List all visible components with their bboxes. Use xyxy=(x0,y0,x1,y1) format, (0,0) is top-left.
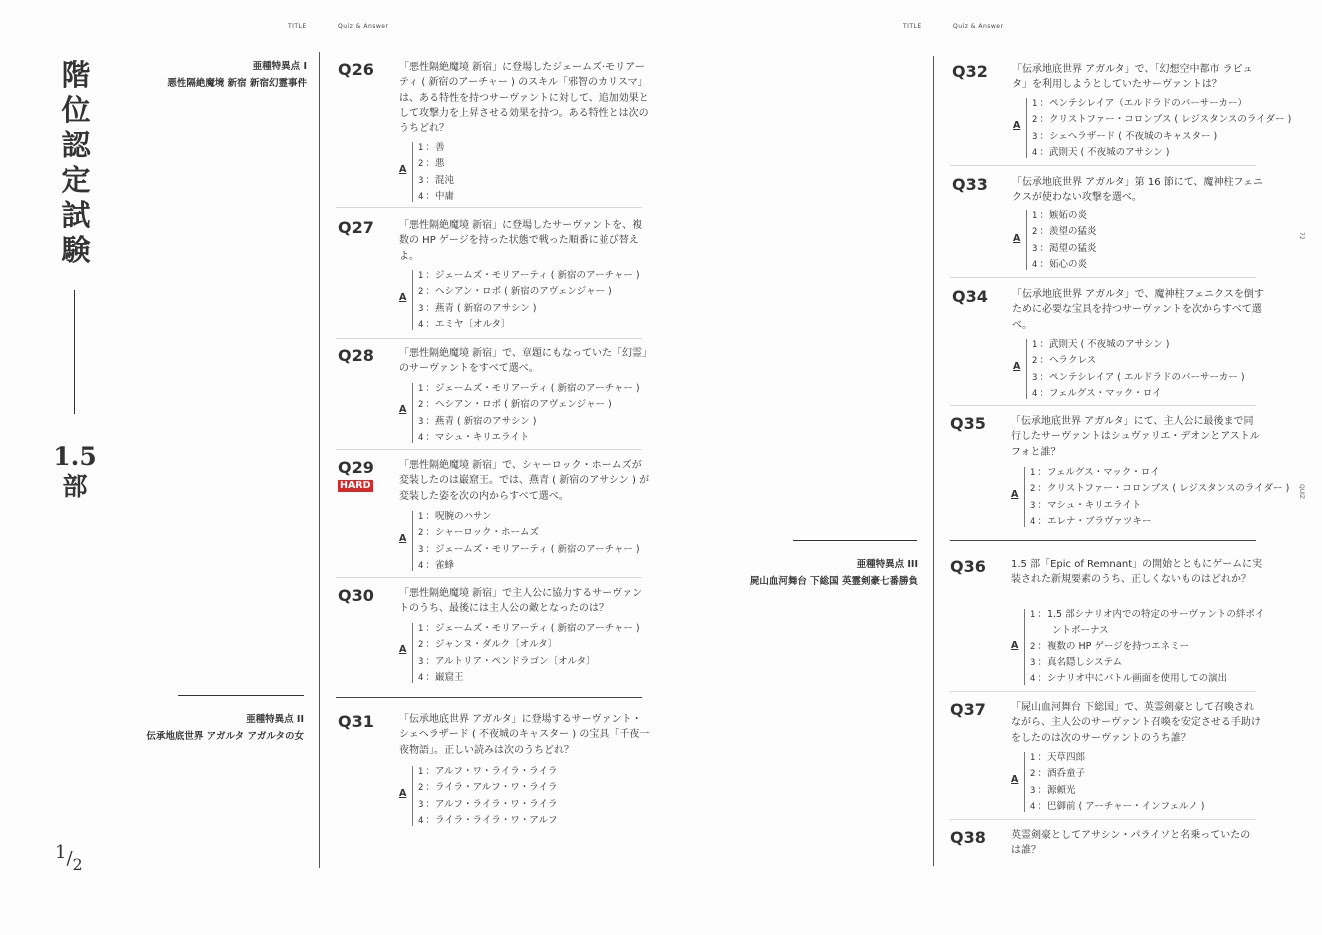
question-number: Q33 xyxy=(952,175,988,194)
section-title: 亜種特異点 II xyxy=(246,714,304,725)
column-rule-left xyxy=(319,52,320,868)
option-text: 燕青 ( 新宿のアサシン ) xyxy=(434,415,537,427)
option-text: 雀蜂 xyxy=(434,559,454,571)
option-item: 4 ：巴御前 ( アーチャー・インフェルノ ) xyxy=(1030,800,1205,812)
option-text: シェヘラザード ( 不夜城のキャスター ) xyxy=(1048,130,1218,142)
option-item: 4 ：マシュ・キリエライト xyxy=(418,431,530,443)
question-separator xyxy=(950,277,1256,278)
option-text: シャーロック・ホームズ xyxy=(434,527,540,539)
section-title: 亜種特異点 I xyxy=(252,61,307,72)
question-text: 「伝承地底世界 アガルタ」に登場するサーヴァント・シェヘラザード ( 不夜城のキャスター ) の宝具「千夜一夜物語」。正しい読みは次のうちどれ？ xyxy=(399,714,650,756)
option-item: 2 ：羨望の猛炎 xyxy=(1032,226,1097,238)
option-item: 4 ：エレナ・ブラヴァツキー xyxy=(1030,515,1152,527)
option-number: 2 xyxy=(418,287,424,298)
option-number: 3 xyxy=(418,544,424,555)
option-number: 1 xyxy=(1032,211,1038,221)
question-text: 「悪性隔絶魔境 新宿」に登場したサーヴァントを、複数の HP ゲージを持った状態で戦った順番に並び替えよ。 xyxy=(399,220,643,262)
question-text: 「伝承地底世界 アガルタ」にて、主人公に最後まで同行したサーヴァントはシュヴァリエ・デオンとアストルフォと誰？ xyxy=(1011,416,1260,458)
option-text: 善 xyxy=(434,142,445,153)
option-item: 1 ：アルフ・ワ・ライラ・ライラ xyxy=(418,766,558,777)
question-number: Q26 xyxy=(338,60,374,79)
option-text: ペンテシレイア ( エルドラドのバーサーカー ) xyxy=(1048,371,1245,383)
option-text: ヘシアン・ロボ ( 新宿のアヴェンジャー ) xyxy=(434,286,612,298)
part-suffix: 部 xyxy=(62,472,88,501)
options-bracket xyxy=(412,623,413,683)
option-item: 4 ：雀蜂 xyxy=(418,559,454,571)
options-list xyxy=(418,621,683,686)
header-subtitle-left: Quiz & Answer xyxy=(338,23,389,30)
options-bracket xyxy=(1024,609,1025,685)
option-item: 1 ：ペンテシレイア（エルドラドのバーサーカー） xyxy=(1032,98,1248,109)
option-number: 1 xyxy=(418,624,424,634)
options-bracket xyxy=(1024,752,1025,812)
question-text: 「伝承地底世界 アガルタ」で、魔神柱フェニクスを倒すために必要な宝具を持つサーヴァントを次からすべて選べ。 xyxy=(1012,289,1264,331)
answer-label: A xyxy=(399,644,407,655)
option-text: アルフ・ライラ・ワ・ライラ xyxy=(434,798,558,810)
option-text: 悪 xyxy=(434,158,445,170)
option-number: 4 xyxy=(1030,674,1036,685)
option-text: 嫉妬の炎 xyxy=(1048,210,1087,221)
option-number: 4 xyxy=(1030,801,1036,812)
option-number: 4 xyxy=(418,432,424,443)
question-separator xyxy=(336,207,642,208)
option-number: 3 xyxy=(418,303,424,314)
option-number: 3 xyxy=(1030,657,1036,668)
option-number: 2 xyxy=(1032,115,1038,126)
option-number: 2 xyxy=(1032,356,1038,367)
question-text: 「屍山血河舞台 下総国」で、英霊剣豪として召喚されながら、主人公のサーヴァント召喚を安定させる手助けをしたのは次のサーヴァントのうち誰？ xyxy=(1011,702,1261,744)
side-page-number: 72 xyxy=(1298,232,1305,240)
question-number: Q37 xyxy=(950,700,986,719)
option-item: 3 ：ペンテシレイア ( エルドラドのバーサーカー ) xyxy=(1032,371,1245,383)
option-item: 2 ：複数の HP ゲージを持つエネミー xyxy=(1030,640,1190,652)
section-rule-2 xyxy=(178,695,304,696)
option-text: アルフ・ワ・ライラ・ライラ xyxy=(434,766,558,777)
option-number: 2 xyxy=(418,159,424,170)
option-number: 3 xyxy=(1030,785,1036,796)
option-item: 2 ：ヘラクレス xyxy=(1032,355,1097,367)
question-number: Q35 xyxy=(950,414,986,433)
option-item: 3 ：ジェームズ・モリアーティ ( 新宿のアーチャー ) xyxy=(418,543,640,555)
option-number: 3 xyxy=(1032,243,1038,254)
option-text: 羨望の猛炎 xyxy=(1048,226,1097,238)
question-text: 「悪性隔絶魔境 新宿」で、シャーロック・ホームズが変装したのは巌窟王。では、燕青 ( 新宿のアサシン ) が変装した姿を次の内からすべて選べ。 xyxy=(399,460,650,502)
answer-label: A xyxy=(1013,233,1021,244)
option-number: 1 xyxy=(1030,610,1036,620)
option-item: 2 ：ジャンヌ・ダルク〔オルタ〕 xyxy=(418,639,558,651)
option-text: 源頼光 xyxy=(1046,784,1076,796)
hard-badge: HARD xyxy=(340,480,371,491)
option-text: ジェームズ・モリアーティ ( 新宿のアーチャー ) xyxy=(434,383,640,394)
options-bracket xyxy=(1024,467,1025,527)
option-number: 4 xyxy=(418,319,424,330)
section-heading-2 xyxy=(100,711,304,745)
exam-title-char: 定 xyxy=(61,163,91,197)
option-number: 1 xyxy=(418,143,424,153)
exam-title-char: 験 xyxy=(61,233,91,267)
option-item: 4 ：妬心の炎 xyxy=(1032,258,1087,270)
option-text: 混沌 xyxy=(434,174,454,186)
option-text: 渇望の猛炎 xyxy=(1048,242,1097,254)
option-item: 1 ：ジェームズ・モリアーティ ( 新宿のアーチャー ) xyxy=(418,270,640,281)
options-list xyxy=(1032,337,1297,402)
question-number: Q29 xyxy=(338,458,374,477)
option-item: 3 ：燕青 ( 新宿のアサシン ) xyxy=(418,302,537,314)
exam-title-char: 階 xyxy=(61,58,91,92)
option-item: 2 ：酒呑童子 xyxy=(1030,768,1085,780)
option-text: アルトリア・ペンドラゴン〔オルタ〕 xyxy=(434,655,596,667)
header-title-right: TITLE xyxy=(903,23,922,30)
option-number: 4 xyxy=(418,815,424,826)
option-text: 呪腕のハサン xyxy=(434,511,492,522)
options-list xyxy=(1032,96,1297,161)
options-bracket xyxy=(1026,210,1027,270)
option-text: フェルグス・マック・ロイ xyxy=(1048,387,1162,399)
page-numerator: 1 xyxy=(55,842,67,863)
question-separator xyxy=(950,165,1256,166)
option-item: 2 ：悪 xyxy=(418,158,445,170)
options-list xyxy=(418,140,683,205)
option-item: 4 ：ライラ・ライラ・ワ・アルフ xyxy=(418,814,558,826)
question-number: Q30 xyxy=(338,586,374,605)
option-text: 巌窟王 xyxy=(434,671,464,683)
section-rule-3 xyxy=(793,540,917,541)
options-bracket xyxy=(412,511,413,571)
question-number: Q31 xyxy=(338,712,374,731)
option-item: 1 ：ジェームズ・モリアーティ ( 新宿のアーチャー ) xyxy=(418,623,640,634)
question-number: Q27 xyxy=(338,218,374,237)
option-number: 2 xyxy=(1030,769,1036,780)
option-item: 4 ：中庸 xyxy=(418,190,454,202)
section-subtitle: 伝承地底世界 アガルタ アガルタの女 xyxy=(146,731,304,742)
question-text: 「伝承地底世界 アガルタ」で、「幻想空中都市 ラピュタ」を利用しようとしていたサーヴァントは？ xyxy=(1012,64,1253,91)
question-text: 英霊剣豪としてアサシン・パライソと名乗っていたのは誰？ xyxy=(1011,830,1251,857)
option-text: ジャンヌ・ダルク〔オルタ〕 xyxy=(434,639,558,651)
option-text: 中庸 xyxy=(434,190,454,202)
option-number: 1 xyxy=(1032,99,1038,109)
option-item: 4 ：エミヤ〔オルタ〕 xyxy=(418,318,511,330)
option-text: 複数の HP ゲージを持つエネミー xyxy=(1046,640,1190,652)
answer-label: A xyxy=(1011,640,1019,651)
option-text: フェルグス・マック・ロイ xyxy=(1046,467,1160,478)
option-item: 3 ：混沌 xyxy=(418,174,454,186)
option-text: ライラ・ライラ・ワ・アルフ xyxy=(434,814,558,826)
answer-label: A xyxy=(399,404,407,415)
option-item: 3 ：アルフ・ライラ・ワ・ライラ xyxy=(418,798,558,810)
option-number: 4 xyxy=(1032,147,1038,158)
option-text: 燕青 ( 新宿のアサシン ) xyxy=(434,302,537,314)
option-number: 1 xyxy=(418,271,424,281)
column-rule-right xyxy=(933,56,934,866)
option-number: 2 xyxy=(1030,641,1036,652)
option-item: 2 ：クリストファー・コロンブス ( レジスタンスのライダー ) xyxy=(1032,114,1292,126)
option-item: 2 ：クリストファー・コロンブス ( レジスタンスのライダー ) xyxy=(1030,483,1290,495)
option-item: 4 ：フェルグス・マック・ロイ xyxy=(1032,387,1162,399)
question-text: 1.5 部「Epic of Remnant」の開始とともにゲームに実装された新規要素のうち、正しくないものはどれか？ xyxy=(1011,559,1263,586)
header-subtitle-right: Quiz & Answer xyxy=(953,23,1004,30)
options-list xyxy=(418,381,683,446)
option-number: 2 xyxy=(1032,227,1038,238)
question-number: Q36 xyxy=(950,557,986,576)
options-list xyxy=(1030,750,1295,815)
option-number: 1 xyxy=(418,767,424,777)
page-denominator: 2 xyxy=(72,855,83,874)
option-item: 2 ：シャーロック・ホームズ xyxy=(418,527,540,539)
option-text: 巴御前 ( アーチャー・インフェルノ ) xyxy=(1046,800,1205,812)
options-bracket xyxy=(412,270,413,330)
option-text: クリストファー・コロンブス ( レジスタンスのライダー ) xyxy=(1046,483,1290,495)
option-item: 1 ：1.5 部シナリオ内での特定のサーヴァントの絆ポイントボーナス xyxy=(1030,609,1265,637)
option-number: 1 xyxy=(1030,753,1036,763)
option-number: 3 xyxy=(418,799,424,810)
option-text: 天草四郎 xyxy=(1046,752,1085,763)
question-number: Q34 xyxy=(952,287,988,306)
option-number: 2 xyxy=(418,783,424,794)
page-fraction: 1/2 xyxy=(55,842,83,874)
option-item: 1 ：呪腕のハサン xyxy=(418,511,492,522)
option-number: 4 xyxy=(1030,516,1036,527)
option-number: 1 xyxy=(1032,340,1038,350)
part-label xyxy=(44,442,106,502)
option-item: 1 ：善 xyxy=(418,142,445,153)
options-list xyxy=(1032,208,1297,273)
question-text: 「伝承地底世界 アガルタ」第 16 節にて、魔神柱フェニクスが使わない攻撃を選べ。 xyxy=(1012,177,1264,204)
question-text: 「悪性隔絶魔境 新宿」で、章題にもなっていた「幻霊」のサーヴァントをすべて選べ。 xyxy=(399,348,647,375)
question-text: 「悪性隔絶魔境 新宿」で主人公に協力するサーヴァントのうち、最後には主人公の敵となったのは？ xyxy=(399,588,643,615)
option-item: 2 ：ヘシアン・ロボ ( 新宿のアヴェンジャー ) xyxy=(418,399,612,411)
side-label: QUIZ xyxy=(1298,484,1305,499)
option-item: 1 ：武則天 ( 不夜城のアサシン ) xyxy=(1032,339,1170,350)
question-separator xyxy=(336,577,642,578)
options-bracket xyxy=(412,766,413,826)
header-title-left: TITLE xyxy=(288,23,307,30)
option-item: 1 ：ジェームズ・モリアーティ ( 新宿のアーチャー ) xyxy=(418,383,640,394)
option-item: 2 ：ヘシアン・ロボ ( 新宿のアヴェンジャー ) xyxy=(418,286,612,298)
options-bracket xyxy=(412,142,413,202)
option-number: 2 xyxy=(1030,484,1036,495)
title-divider xyxy=(74,290,75,414)
option-item: 3 ：燕青 ( 新宿のアサシン ) xyxy=(418,415,537,427)
exam-title xyxy=(58,58,94,268)
exam-title-char: 試 xyxy=(61,198,91,232)
option-text: エミヤ〔オルタ〕 xyxy=(434,318,511,330)
option-item: 3 ：源頼光 xyxy=(1030,784,1076,796)
section-subtitle: 屍山血河舞台 下総国 英霊剣豪七番勝負 xyxy=(749,576,918,587)
option-number: 3 xyxy=(1030,500,1036,511)
option-item: 4 ：武則天 ( 不夜城のアサシン ) xyxy=(1032,146,1170,158)
options-list xyxy=(418,764,683,829)
option-text: ペンテシレイア（エルドラドのバーサーカー） xyxy=(1048,98,1248,109)
option-text: ジェームズ・モリアーティ ( 新宿のアーチャー ) xyxy=(434,623,640,634)
question-text: 「悪性隔絶魔境 新宿」に登場したジェームズ·モリアーティ ( 新宿のアーチャー ) のスキル「邪智のカリスマ」は、ある特性を持つサーヴァントに対して、追加効果として攻撃力を上昇させる効果を持つ。ある特性とは次のうちどれ？ xyxy=(399,62,649,135)
option-text: 武則天 ( 不夜城のアサシン ) xyxy=(1048,146,1170,158)
option-item: 3 ：マシュ・キリエライト xyxy=(1030,499,1142,511)
option-text: ライラ・アルフ・ワ・ライラ xyxy=(434,782,558,794)
option-number: 3 xyxy=(418,656,424,667)
section-subtitle: 悪性隔絶魔境 新宿 新宿幻霊事件 xyxy=(167,78,307,89)
option-number: 3 xyxy=(418,175,424,186)
option-number: 1 xyxy=(1030,468,1036,478)
answer-label: A xyxy=(399,164,407,175)
option-number: 4 xyxy=(418,672,424,683)
option-item: 1 ：嫉妬の炎 xyxy=(1032,210,1087,221)
option-text: マシュ・キリエライト xyxy=(1046,499,1142,511)
options-list xyxy=(1030,607,1270,687)
section-title: 亜種特異点 III xyxy=(856,559,918,570)
option-number: 1 xyxy=(418,384,424,394)
answer-label: A xyxy=(1013,361,1021,372)
option-text: クリストファー・コロンブス ( レジスタンスのライダー ) xyxy=(1048,114,1292,126)
question-separator xyxy=(336,449,642,450)
option-number: 3 xyxy=(1032,372,1038,383)
question-separator xyxy=(336,338,642,339)
option-number: 4 xyxy=(418,560,424,571)
option-item: 4 ：巌窟王 xyxy=(418,671,464,683)
option-number: 4 xyxy=(1032,259,1038,270)
option-item: 3 ：アルトリア・ペンドラゴン〔オルタ〕 xyxy=(418,655,596,667)
exam-title-char: 位 xyxy=(61,93,91,127)
option-item: 3 ：真名隠しシステム xyxy=(1030,656,1122,668)
options-list xyxy=(418,509,683,574)
question-number: Q38 xyxy=(950,828,986,847)
option-number: 2 xyxy=(418,400,424,411)
answer-label: A xyxy=(399,292,407,303)
options-bracket xyxy=(1026,339,1027,399)
answer-label: A xyxy=(1011,489,1019,500)
answer-label: A xyxy=(399,788,407,799)
section-heading-3 xyxy=(700,556,918,590)
option-number: 1 xyxy=(418,512,424,522)
part-number: 1.5 xyxy=(53,442,97,471)
option-text: ヘラクレス xyxy=(1048,355,1097,367)
option-text: エレナ・ブラヴァツキー xyxy=(1046,515,1152,527)
option-text: シナリオ中にバトル画面を使用しての演出 xyxy=(1046,673,1228,685)
section-separator xyxy=(950,540,1256,541)
option-number: 2 xyxy=(418,640,424,651)
question-separator xyxy=(950,405,1256,406)
option-text: 武則天 ( 不夜城のアサシン ) xyxy=(1048,339,1170,350)
section-heading-1 xyxy=(100,58,307,92)
option-text: 1.5 部シナリオ内での特定のサーヴァントの絆ポイントボーナス xyxy=(1046,609,1265,637)
option-text: ジェームズ・モリアーティ ( 新宿のアーチャー ) xyxy=(434,270,640,281)
answer-label: A xyxy=(399,533,407,544)
option-text: ヘシアン・ロボ ( 新宿のアヴェンジャー ) xyxy=(434,399,612,411)
exam-title-char: 認 xyxy=(61,128,91,162)
option-text: 妬心の炎 xyxy=(1048,258,1087,270)
option-item: 2 ：ライラ・アルフ・ワ・ライラ xyxy=(418,782,558,794)
question-separator xyxy=(950,691,1256,692)
options-bracket xyxy=(1026,98,1027,158)
option-item: 1 ：フェルグス・マック・ロイ xyxy=(1030,467,1160,478)
options-list xyxy=(1030,465,1295,530)
answer-label: A xyxy=(1011,774,1019,785)
option-number: 3 xyxy=(1032,131,1038,142)
option-text: 真名隠しシステム xyxy=(1046,656,1122,668)
option-number: 4 xyxy=(418,191,424,202)
option-item: 3 ：シェヘラザード ( 不夜城のキャスター ) xyxy=(1032,130,1218,142)
option-item: 4 ：シナリオ中にバトル画面を使用しての演出 xyxy=(1030,673,1228,685)
option-text: 酒呑童子 xyxy=(1046,768,1085,780)
question-number: Q32 xyxy=(952,62,988,81)
option-text: マシュ・キリエライト xyxy=(434,431,530,443)
question-number: Q28 xyxy=(338,346,374,365)
option-text: ジェームズ・モリアーティ ( 新宿のアーチャー ) xyxy=(434,543,640,555)
option-number: 4 xyxy=(1032,388,1038,399)
option-item: 3 ：渇望の猛炎 xyxy=(1032,242,1097,254)
option-item: 1 ：天草四郎 xyxy=(1030,752,1085,763)
options-list xyxy=(418,268,683,333)
option-number: 3 xyxy=(418,416,424,427)
options-bracket xyxy=(412,383,413,443)
question-separator xyxy=(950,819,1256,820)
answer-label: A xyxy=(1013,120,1021,131)
option-number: 2 xyxy=(418,528,424,539)
section-separator xyxy=(336,697,642,698)
